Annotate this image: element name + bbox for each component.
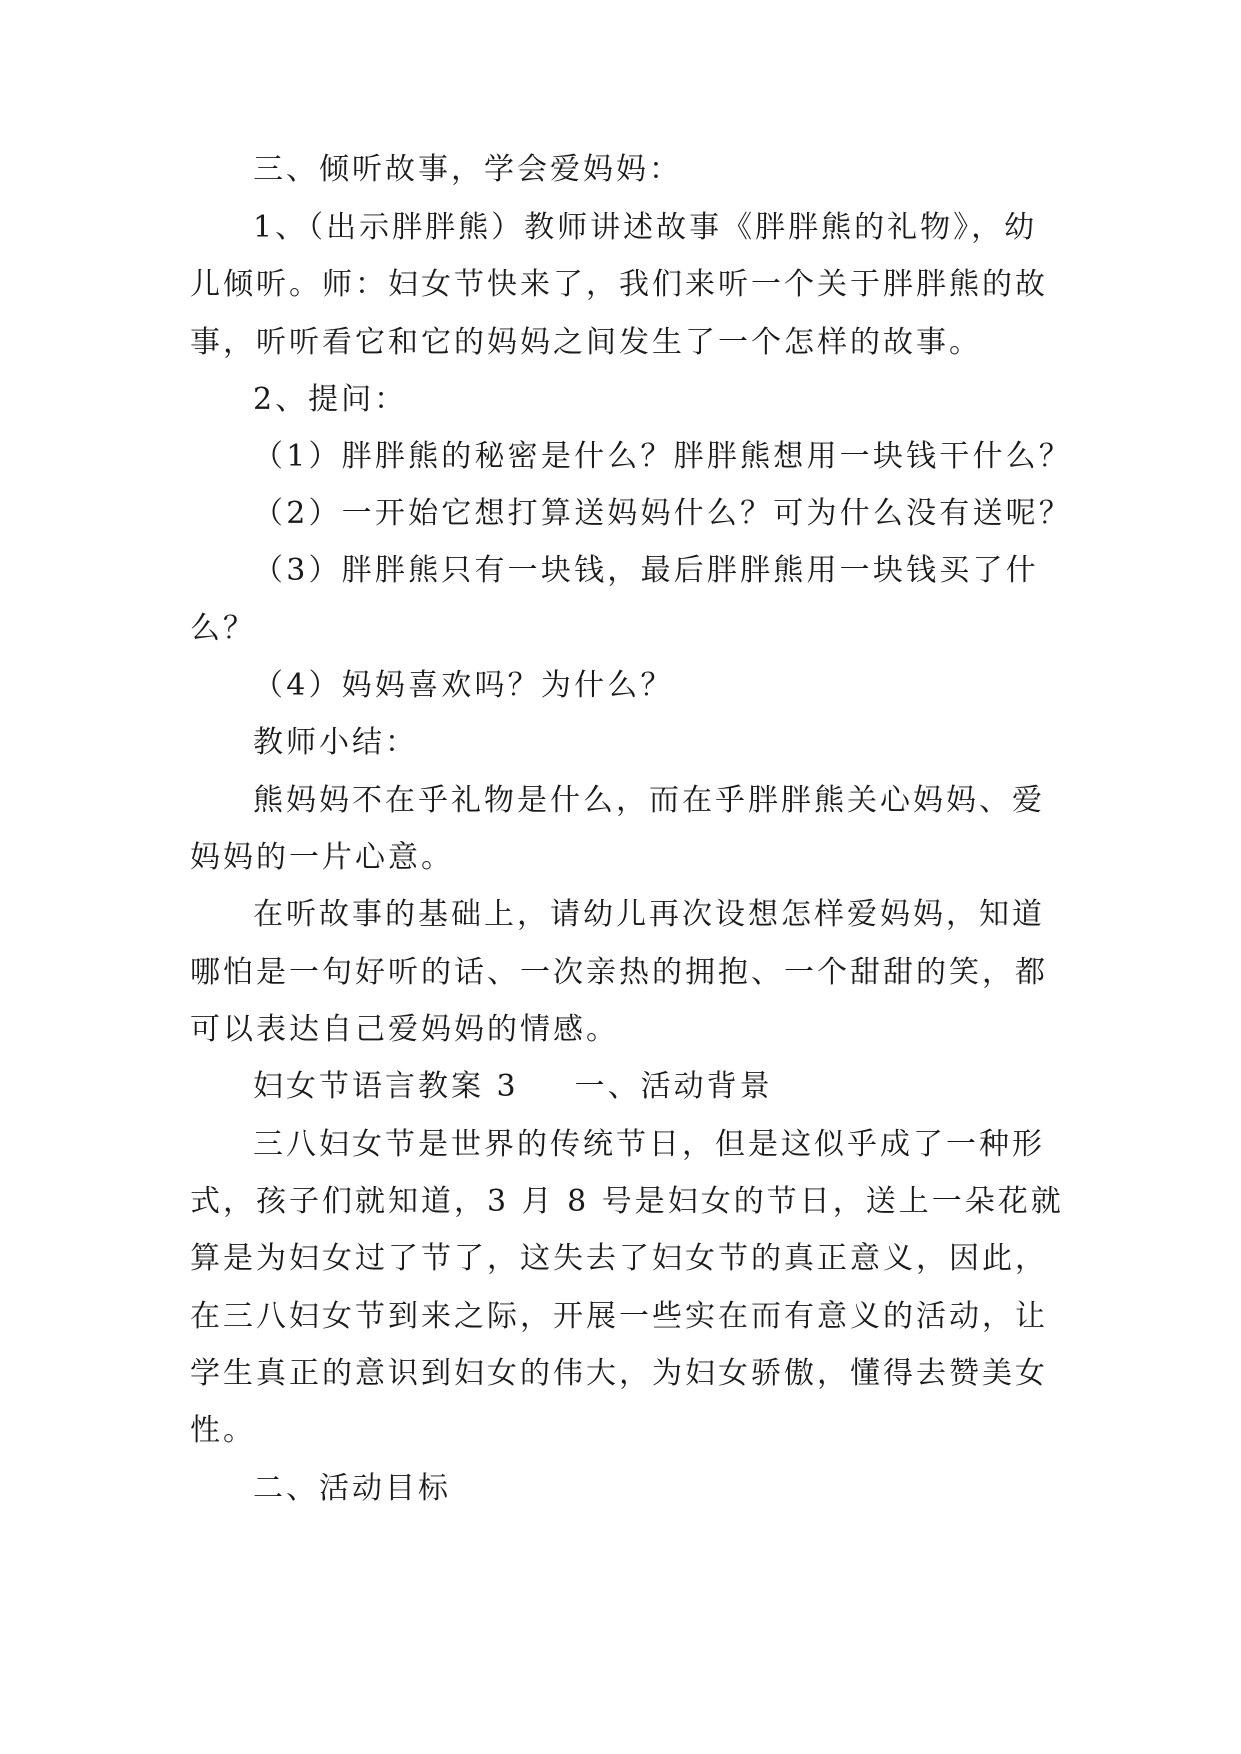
paragraph-line: 可以表达自己爱妈妈的情感。 <box>190 1012 619 1047</box>
paragraph-line: 妈妈的一片心意。 <box>190 840 454 875</box>
section-heading-listen-story: 三、倾听故事，学会爱妈妈： <box>253 152 682 187</box>
paragraph-line: 三八妇女节是世界的传统节日，但是这似乎成了一种形 <box>253 1127 1045 1162</box>
teacher-summary-heading: 教师小结： <box>253 725 418 760</box>
paragraph-line: 算是为妇女过了节了，这失去了妇女节的真正意义，因此， <box>190 1241 1048 1276</box>
question-item-2: （2）一开始它想打算送妈妈什么？可为什么没有送呢？ <box>253 496 1073 531</box>
section-heading-goals: 二、活动目标 <box>253 1471 451 1506</box>
paragraph-line: 1、（出示胖胖熊）教师讲述故事《胖胖熊的礼物》，幼 <box>253 210 1038 245</box>
paragraph-line: 式，孩子们就知道，3 月 8 号是妇女的节日，送上一朵花就 <box>190 1184 1064 1219</box>
paragraph-line: 事，听听看它和它的妈妈之间发生了一个怎样的故事。 <box>190 325 982 360</box>
question-item-3: （3）胖胖熊只有一块钱，最后胖胖熊用一块钱买了什 <box>253 553 1039 588</box>
paragraph-line: 学生真正的意识到妇女的伟大，为妇女骄傲，懂得去赞美女 <box>190 1356 1048 1391</box>
question-item-4: （4）妈妈喜欢吗？为什么？ <box>253 668 674 703</box>
paragraph-line: 在三八妇女节到来之际，开展一些实在而有意义的活动，让 <box>190 1299 1048 1334</box>
question-item-1: （1）胖胖熊的秘密是什么？胖胖熊想用一块钱干什么？ <box>253 439 1073 474</box>
question-item-3-continued: 么？ <box>190 611 256 646</box>
paragraph-line: 熊妈妈不在乎礼物是什么，而在乎胖胖熊关心妈妈、爱 <box>253 783 1045 818</box>
paragraph-line: 哪怕是一句好听的话、一次亲热的拥抱、一个甜甜的笑，都 <box>190 955 1048 990</box>
lesson-plan-title-line <box>253 1067 1123 1107</box>
lesson-plan-title: 妇女节语言教案 3 <box>253 1069 519 1104</box>
paragraph-line: 在听故事的基础上，请幼儿再次设想怎样爱妈妈，知道 <box>253 897 1045 932</box>
paragraph-line: 性。 <box>190 1413 256 1448</box>
section-heading-background: 一、活动背景 <box>574 1069 773 1104</box>
list-heading-questions: 2、提问： <box>253 382 408 417</box>
paragraph-line: 儿倾听。师：妇女节快来了，我们来听一个关于胖胖熊的故 <box>190 267 1048 302</box>
